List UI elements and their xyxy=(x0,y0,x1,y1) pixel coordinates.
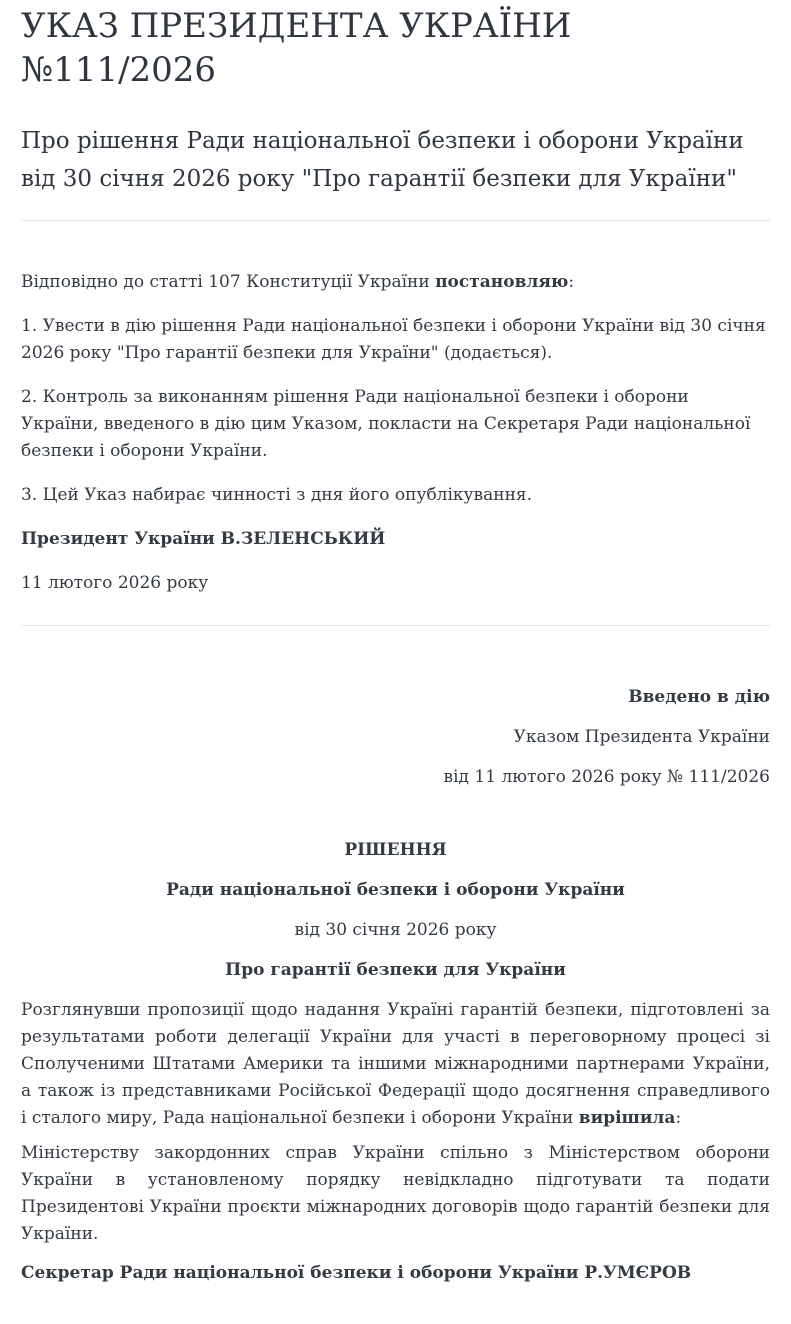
decree-intro-keyword: постановляю xyxy=(435,272,569,293)
decree-document xyxy=(0,4,791,1324)
decree-item-3: 3. Цей Указ набирає чинності з дня його опублікування. xyxy=(21,485,533,506)
decision-paragraph-1-keyword: вирішила xyxy=(578,1108,676,1129)
decree-title: УКАЗ ПРЕЗИДЕНТА УКРАЇНИ №111/2026 xyxy=(21,6,572,91)
enactment-status: Введено в дію xyxy=(628,687,770,708)
enactment-block xyxy=(21,684,770,791)
divider-top xyxy=(21,220,770,221)
decision-paragraph-1 xyxy=(21,997,770,1132)
enactment-source: Указом Президента України xyxy=(513,727,770,748)
decree-subtitle: Про рішення Ради національної безпеки і оборони України від 30 січня 2026 року "Про гарантії безпеки для України" xyxy=(21,128,744,193)
decree-intro xyxy=(21,269,770,296)
decision-heading-date: від 30 січня 2026 року xyxy=(294,920,497,941)
decision-heading-body: Ради національної безпеки і оборони України xyxy=(166,880,625,901)
decision-paragraph-1-colon: : xyxy=(675,1108,682,1129)
enactment-date-number: від 11 лютого 2026 року № 111/2026 xyxy=(443,767,770,788)
decree-item-1: 1. Увести в дію рішення Ради національної безпеки і оборони України від 30 січня 2026 року "Про гарантії безпеки для України" (додається). xyxy=(21,316,766,364)
decree-date: 11 лютого 2026 року xyxy=(21,573,209,594)
decision-paragraph-1-text: Розглянувши пропозиції щодо надання Україні гарантій безпеки, підготовлені за результатами роботи делегації України для участі в переговорному процесі зі Сполученими Штатами Америки та іншими міжнародними партнерами України, а також із представниками Російської Федерації щодо досягнення справедливого і сталого миру, Рада національної безпеки і оборони України xyxy=(21,1000,770,1129)
decree-intro-text: Відповідно до статті 107 Конституції України xyxy=(21,272,436,293)
decree-item-2: 2. Контроль за виконанням рішення Ради національної безпеки і оборони України, введеного в дію цим Указом, покласти на Секретаря Ради національної безпеки і оборони України. xyxy=(21,387,751,462)
decision-heading-type: РІШЕННЯ xyxy=(344,840,447,861)
decision-heading-subject: Про гарантії безпеки для України xyxy=(225,960,566,981)
decision-signature: Секретар Ради національної безпеки і оборони України Р.УМЄРОВ xyxy=(21,1263,692,1284)
decree-body xyxy=(21,269,770,597)
decree-signature: Президент України В.ЗЕЛЕНСЬКИЙ xyxy=(21,529,386,550)
decision-paragraph-2: Міністерству закордонних справ України спільно з Міністерством оборони України в установленому порядку невідкладно підготувати та подати Президентові України проєкти міжнародних договорів щодо гарантій безпеки для України. xyxy=(21,1143,770,1245)
divider-middle xyxy=(21,625,770,626)
decision-block xyxy=(21,837,770,1287)
decree-intro-colon: : xyxy=(568,272,575,293)
